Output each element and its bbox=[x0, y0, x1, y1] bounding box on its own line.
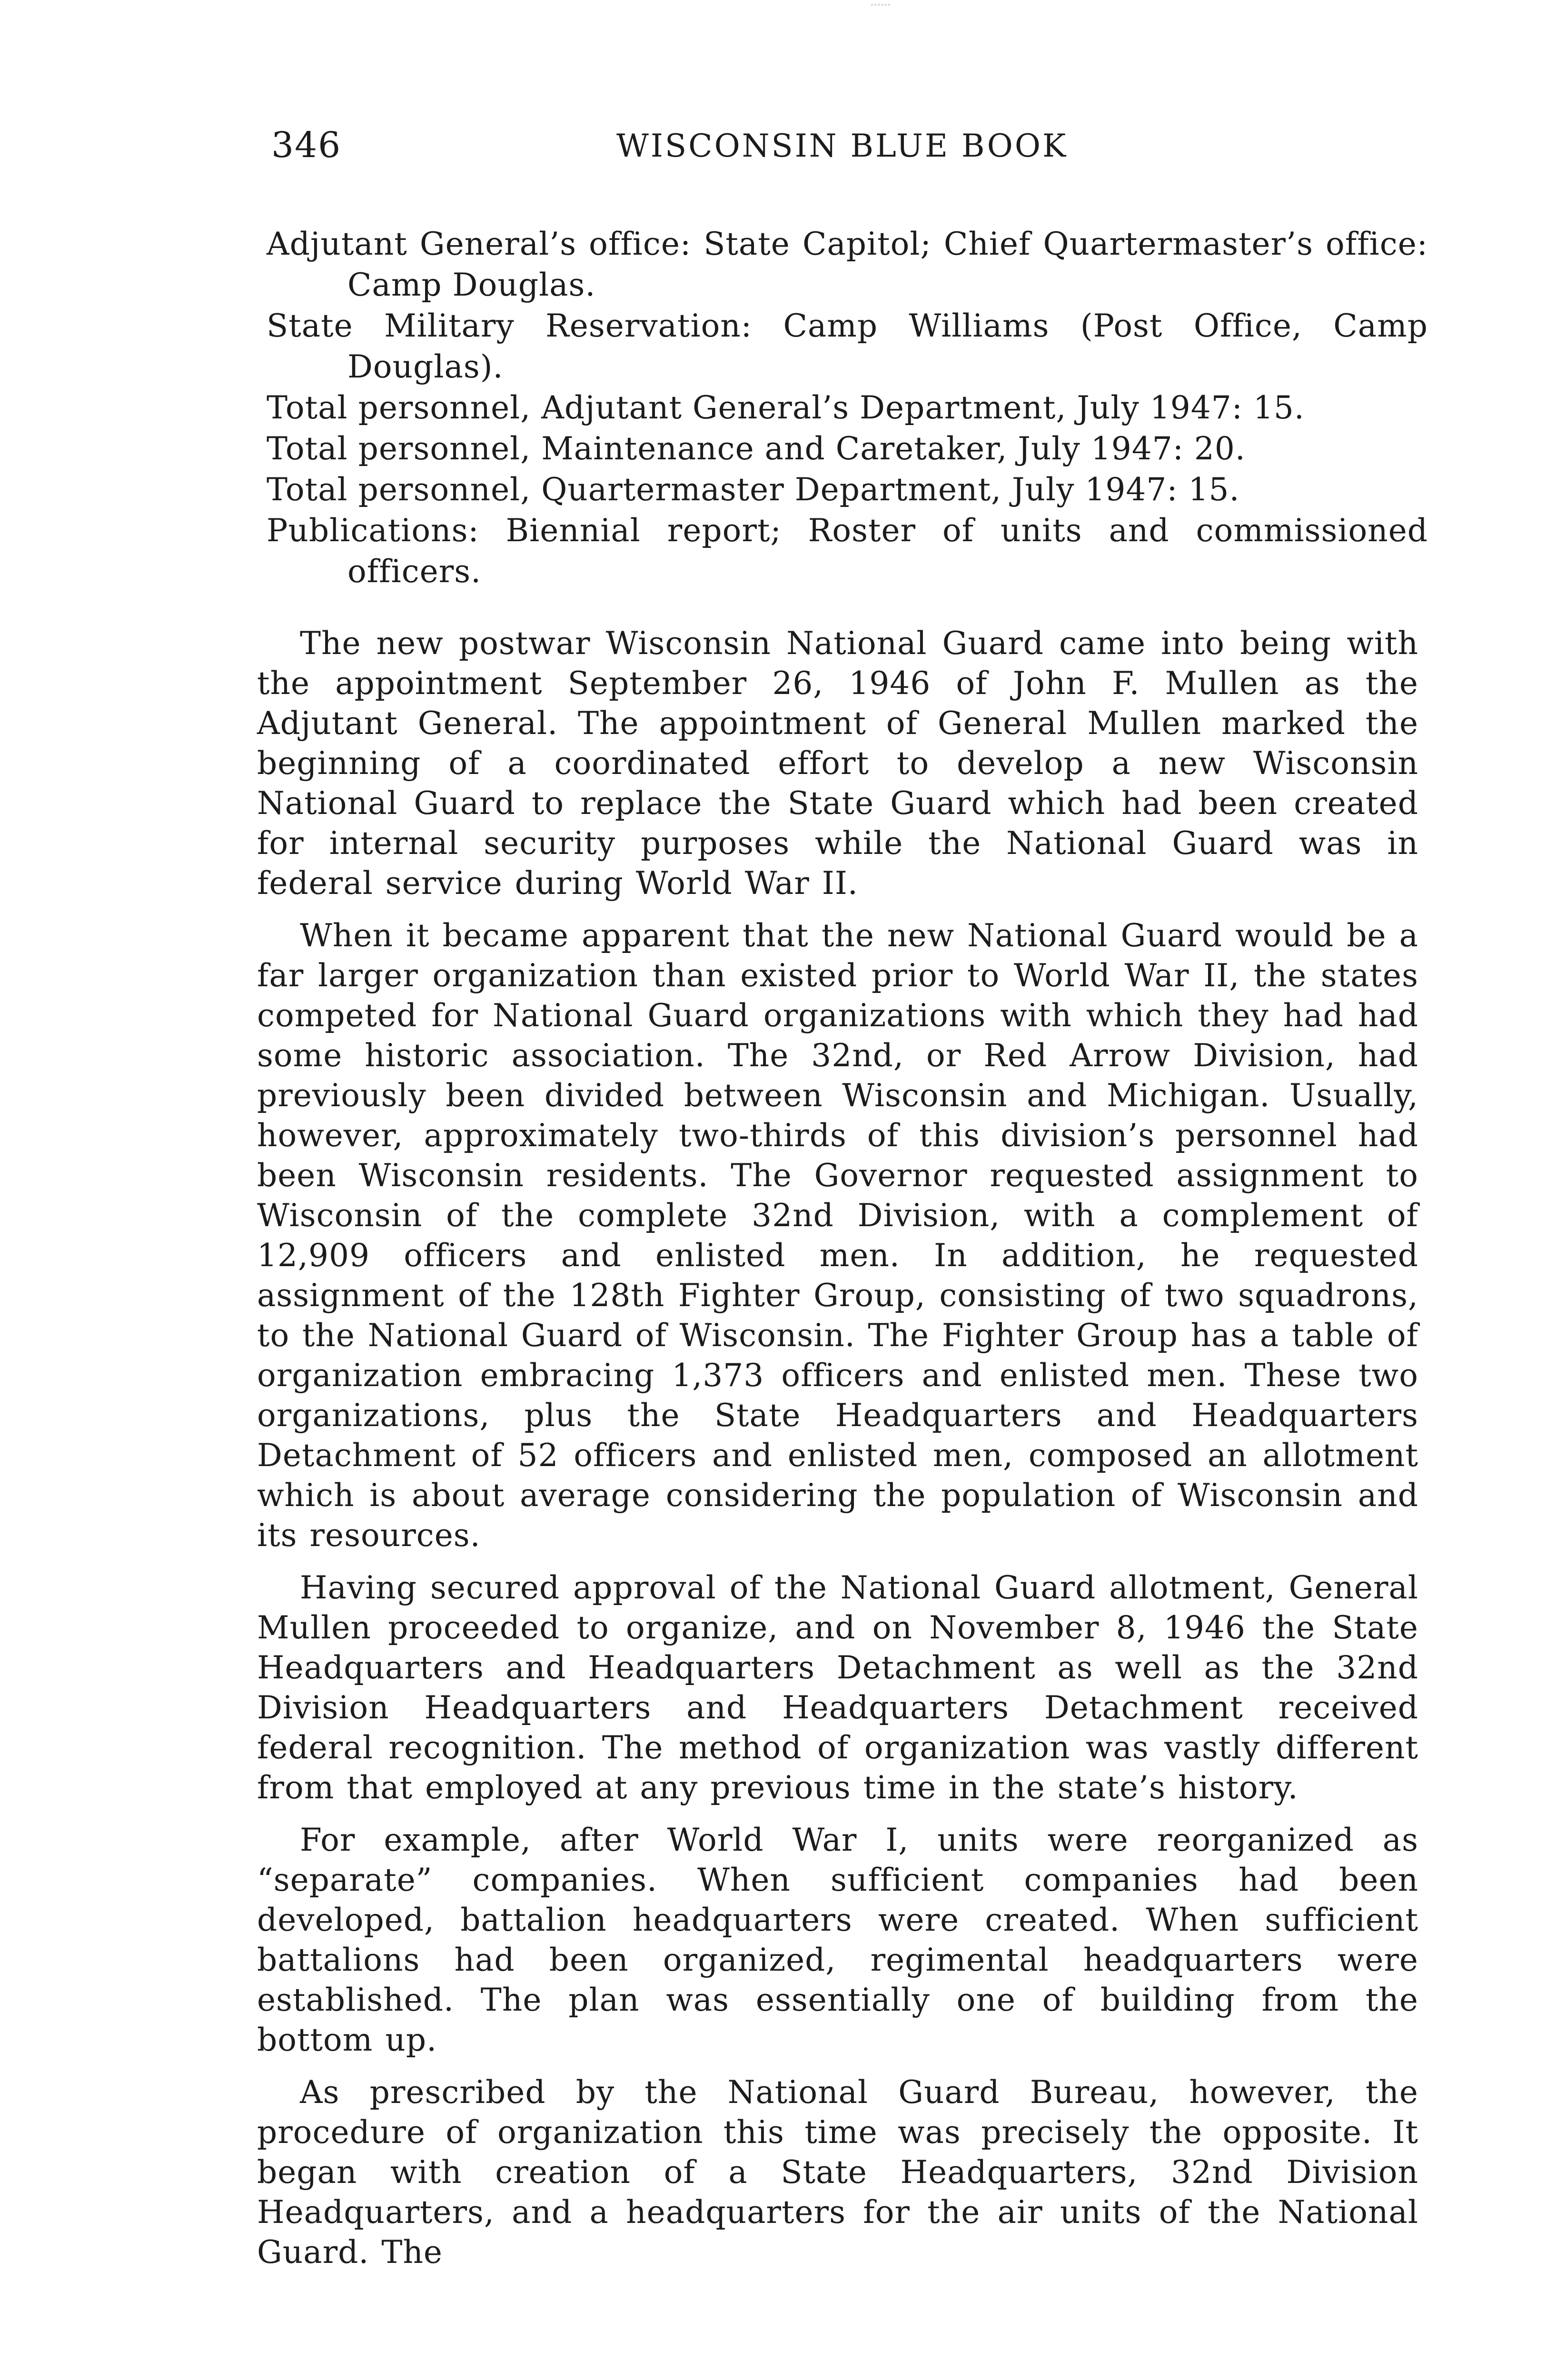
info-personnel-quartermaster: Total personnel, Quartermaster Department, July 1947: 15. bbox=[267, 471, 1240, 508]
paragraph-postwar-guard: The new postwar Wisconsin National Guard came into being with the appointment September 26, 1946 of John F. Mullen as the Adjutant General. The appointment of General Mullen marked the beginning of a coordinated effort to develop a new Wisconsin National Guard to replace the State Guard which had been created for internal security purposes while the National Guard was in federal service during World War II. bbox=[257, 625, 1418, 902]
running-head: WISCONSIN BLUE BOOK bbox=[616, 128, 1068, 164]
page-header bbox=[271, 125, 1423, 172]
info-offices: Adjutant General’s office: State Capitol; Chief Quartermaster’s office: Camp Douglas. bbox=[267, 226, 1428, 303]
paragraph-organization: Having secured approval of the National Guard allotment, General Mullen proceeded to organize, and on November 8, 1946 the State Headquarters and Headquarters Detachment as well as the 32nd Division Headquarters and Headquarters Detachment received federal recognition. The method of organization was vastly different from that employed at any previous time in the state’s history. bbox=[257, 1569, 1418, 1806]
paragraph-allotment: When it became apparent that the new National Guard would be a far larger organization than existed prior to World War II, the states competed for National Guard organizations with which they had had some historic association. The 32nd, or Red Arrow Division, had previously been divided between Wisconsin and Michigan. Usually, however, approximately two-thirds of this division’s personnel had been Wisconsin residents. The Governor requested assignment to Wisconsin of the complete 32nd Division, with a complement of 12,909 officers and enlisted men. In addition, he requested assignment of the 128th Fighter Group, consisting of two squadrons, to the National Guard of Wisconsin. The Fighter Group has a table of organization embracing 1,373 officers and enlisted men. These two organizations, plus the State Headquarters and Headquarters Detachment of 52 officers and enlisted men, composed an allotment which is about average considering the population of Wisconsin and its resources. bbox=[257, 917, 1418, 1554]
info-publications: Publications: Biennial report; Roster of units and commissioned officers. bbox=[267, 512, 1428, 590]
body-text bbox=[257, 624, 1418, 2285]
info-reservation: State Military Reservation: Camp Williams (Post Office, Camp Douglas). bbox=[267, 307, 1428, 385]
scan-artifact bbox=[871, 4, 890, 6]
info-personnel-maintenance: Total personnel, Maintenance and Caretaker, July 1947: 20. bbox=[267, 430, 1246, 467]
page-number: 346 bbox=[271, 125, 342, 166]
paragraph-world-war-i: For example, after World War I, units were reorganized as “separate” companies. When sufficient companies had been developed, battalion headquarters were created. When sufficient battalions had been organized, regimental headquarters were established. The plan was essentially one of building from the bottom up. bbox=[257, 1822, 1418, 2058]
paragraph-procedure: As prescribed by the National Guard Bureau, however, the procedure of organization this time was precisely the opposite. It began with creation of a State Headquarters, 32nd Division Headquarters, and a headquarters for the air units of the National Guard. The bbox=[257, 2074, 1418, 2271]
department-info-block bbox=[267, 224, 1428, 592]
info-personnel-adjutant: Total personnel, Adjutant General’s Department, July 1947: 15. bbox=[267, 389, 1305, 426]
